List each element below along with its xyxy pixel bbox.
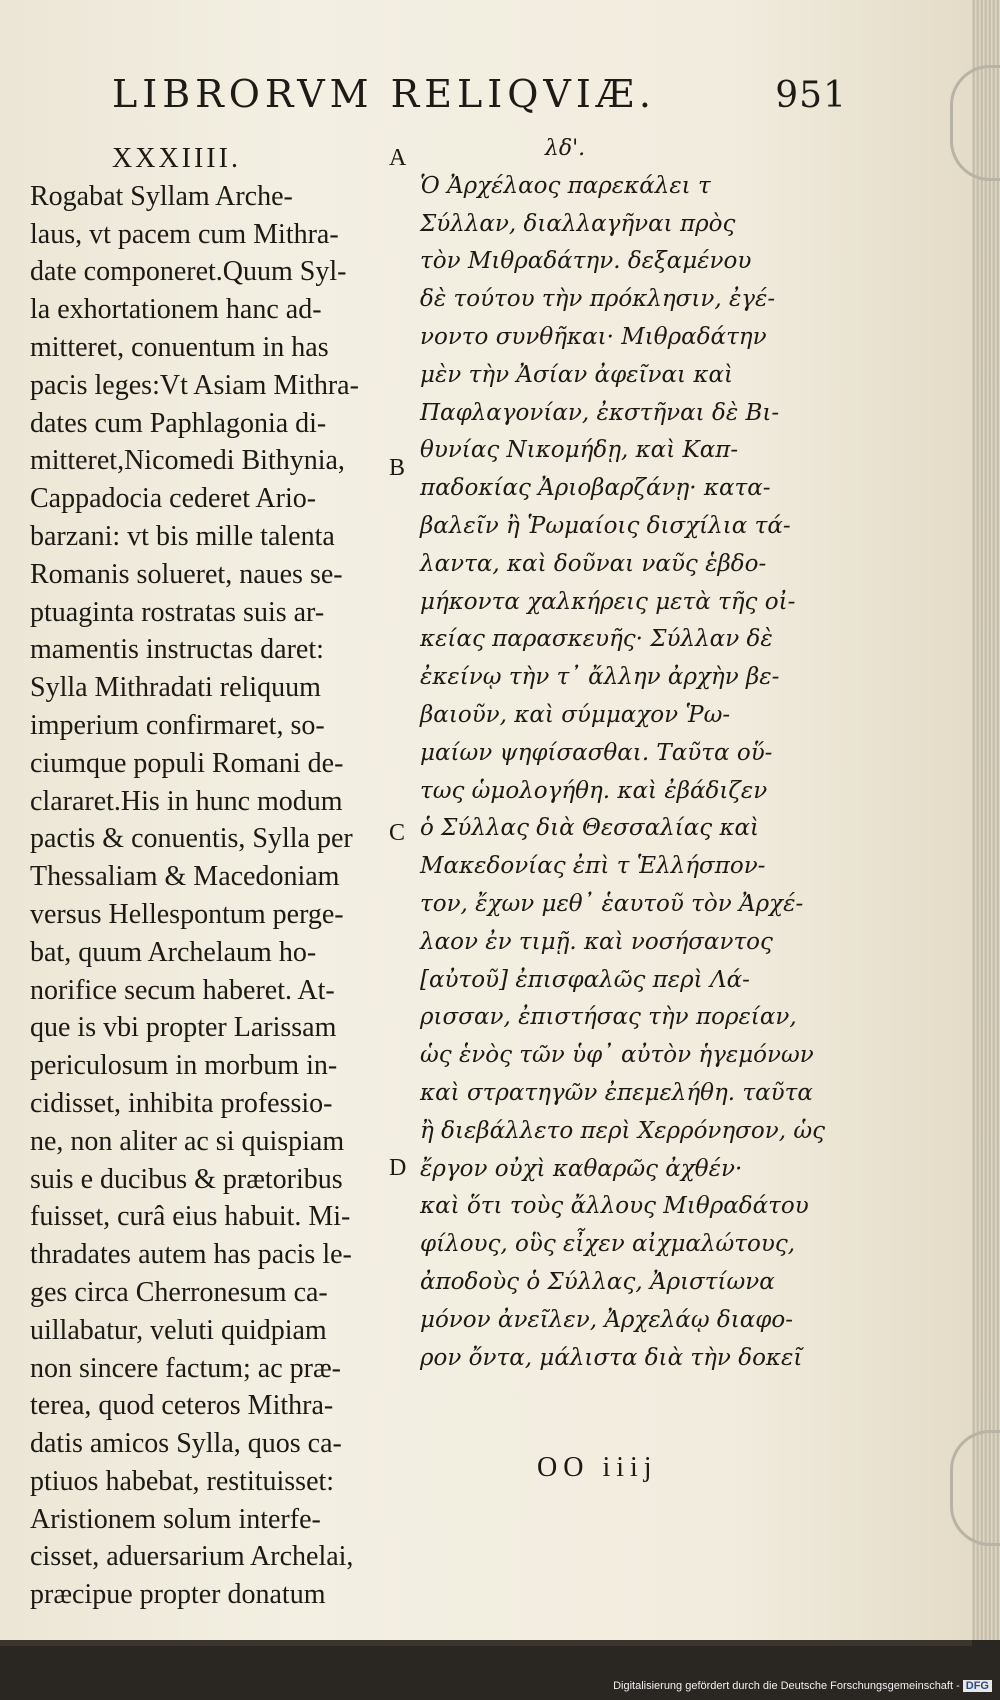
latin-line: ne, non aliter ac si quispiam bbox=[30, 1125, 345, 1157]
latin-section-number: XXXIIII. bbox=[112, 143, 241, 174]
latin-line: Sylla Mithradati reliquum bbox=[30, 672, 321, 704]
greek-line: μήκοντα χαλκήρεις μετὰ τῆς οἰ- bbox=[420, 588, 796, 615]
latin-line: datis amicos Sylla, quos ca- bbox=[30, 1428, 342, 1460]
greek-line: ἢ διεβάλλετο περὶ Χερρόνησον, ὡς bbox=[420, 1117, 825, 1144]
credit-text: Digitalisierung gefördert durch die Deutsche Forschungsgemeinschaft - bbox=[613, 1680, 960, 1692]
greek-line: παδοκίας Ἀριοβαρζάνῃ· κατα- bbox=[420, 475, 771, 502]
greek-line: δὲ τούτου τὴν πρόκλησιν, ἐγέ- bbox=[420, 286, 776, 313]
page-number: 951 bbox=[775, 75, 847, 116]
running-title: LIBRORVM RELIQVIÆ. bbox=[112, 72, 656, 116]
latin-column bbox=[30, 140, 380, 1614]
greek-line: ρισσαν, ἐπιστήσας τὴν πορείαν, bbox=[420, 1004, 797, 1031]
greek-line: τον, ἔχων μεθ᾽ ἑαυτοῦ τὸν Ἀρχέ- bbox=[420, 890, 804, 917]
dfg-logo: DFG bbox=[963, 1680, 992, 1692]
latin-line: norifice secum haberet. At- bbox=[30, 974, 335, 1006]
greek-line: φίλους, οὓς εἶχεν αἰχμαλώτους, bbox=[420, 1231, 796, 1258]
latin-line: ptuaginta rostratas suis ar- bbox=[30, 596, 325, 628]
greek-line: μόνον ἀνεῖλεν, Ἀρχελάῳ διαφο- bbox=[420, 1306, 794, 1333]
greek-line: ὡς ἑνὸς τῶν ὑφ᾽ αὐτὸν ἡγεμόνων bbox=[420, 1042, 814, 1069]
greek-line: θυνίας Νικομήδῃ, καὶ Καπ- bbox=[420, 437, 739, 464]
latin-line: ptiuos habebat, restituisset: bbox=[30, 1465, 335, 1497]
latin-line: præcipue propter donatum bbox=[30, 1579, 326, 1611]
greek-line: [αὐτοῦ] ἐπισφαλῶς περὶ Λά- bbox=[420, 966, 750, 993]
greek-text bbox=[420, 168, 825, 1378]
latin-line: pactis & conuentis, Sylla per bbox=[30, 823, 353, 855]
greek-line: βαλεῖν ἢ Ῥωμαίοις δισχίλια τά- bbox=[420, 512, 791, 539]
latin-line: barzani: vt bis mille talenta bbox=[30, 520, 335, 552]
latin-line: versus Hellespontum perge- bbox=[30, 898, 344, 930]
latin-line: laus, vt pacem cum Mithra- bbox=[30, 218, 339, 250]
latin-line: Aristionem solum interfe- bbox=[30, 1503, 321, 1535]
greek-line: βαιοῦν, καὶ σύμμαχον Ῥω- bbox=[420, 701, 731, 728]
greek-line: τὸν Μιθραδάτην. δεξαμένου bbox=[420, 248, 752, 275]
latin-line: clararet.His in hunc modum bbox=[30, 785, 343, 817]
greek-line: ἀποδοὺς ὁ Σύλλας, Ἀριστίωνα bbox=[420, 1268, 775, 1295]
greek-line: Παφλαγονίαν, ἐκστῆναι δὲ Βι- bbox=[420, 399, 780, 426]
latin-line: imperium confirmaret, so- bbox=[30, 709, 325, 741]
page-clip-top bbox=[950, 65, 1000, 181]
greek-line: ὁ Σύλλας διὰ Θεσσαλίας καὶ bbox=[420, 815, 760, 842]
greek-line: Ὁ Ἀρχέλαος παρεκάλει τ bbox=[420, 172, 711, 199]
latin-line: cidisset, inhibita professio- bbox=[30, 1087, 333, 1119]
page-edge bbox=[972, 0, 1000, 1640]
latin-line: dates cum Paphlagonia di- bbox=[30, 407, 327, 439]
greek-line: Σύλλαν, διαλλαγῆναι πρὸς bbox=[420, 210, 736, 237]
margin-letter-a: A bbox=[389, 145, 407, 171]
greek-column bbox=[420, 130, 825, 1377]
greek-line: μαίων ψηφίσασθαι. Ταῦτα οὕ- bbox=[420, 739, 773, 766]
signature-mark: OO iiij bbox=[537, 1452, 658, 1483]
latin-line: Romanis solueret, naues se- bbox=[30, 558, 343, 590]
latin-line: cisset, aduersarium Archelai, bbox=[30, 1541, 354, 1573]
latin-line: terea, quod ceteros Mithra- bbox=[30, 1390, 334, 1422]
latin-line: uillabatur, veluti quidpiam bbox=[30, 1314, 327, 1346]
latin-line: non sincere factum; ac præ- bbox=[30, 1352, 341, 1384]
latin-line: mitteret, conuentum in has bbox=[30, 331, 329, 363]
greek-line: καὶ στρατηγῶν ἐπεμελήθη. ταῦτα bbox=[420, 1079, 813, 1106]
greek-line: μὲν τὴν Ἀσίαν ἀφεῖναι καὶ bbox=[420, 361, 734, 388]
latin-line: thradates autem has pacis le- bbox=[30, 1239, 352, 1271]
greek-line: λαον ἐν τιμῇ. καὶ νοσήσαντος bbox=[420, 928, 773, 955]
digitization-credit bbox=[613, 1680, 992, 1692]
greek-line: καὶ ὅτι τοὺς ἄλλους Μιθραδάτου bbox=[420, 1193, 809, 1220]
running-header bbox=[112, 72, 847, 116]
greek-line: τως ὡμολογήθη. καὶ ἐβάδιζεν bbox=[420, 777, 768, 804]
greek-line: ἔργον οὐχὶ καθαρῶς ἀχθέν· bbox=[420, 1155, 743, 1182]
greek-line: λαντα, καὶ δοῦναι ναῦς ἑβδο- bbox=[420, 550, 767, 577]
greek-line: νοντο συνθῆκαι· Μιθραδάτην bbox=[420, 323, 767, 350]
greek-line: ἐκείνῳ τὴν τ᾽ ἄλλην ἀρχὴν βε- bbox=[420, 664, 780, 691]
greek-line: ρον ὄντα, μάλιστα διὰ τὴν δοκεῖ bbox=[420, 1344, 803, 1371]
latin-line: periculosum in morbum in- bbox=[30, 1050, 338, 1082]
latin-line: pacis leges:Vt Asiam Mithra- bbox=[30, 369, 359, 401]
greek-line: Μακεδονίας ἐπὶ τ Ἑλλήσπον- bbox=[420, 853, 766, 880]
margin-letter-c: C bbox=[389, 820, 406, 846]
latin-line: Cappadocia cederet Ario- bbox=[30, 483, 317, 515]
greek-line: κείας παρασκευῆς· Σύλλαν δὲ bbox=[420, 626, 773, 653]
latin-line: suis e ducibus & prætoribus bbox=[30, 1163, 343, 1195]
latin-line: bat, quum Archelaum ho- bbox=[30, 936, 317, 968]
latin-line: mamentis instructas daret: bbox=[30, 634, 324, 666]
latin-text bbox=[30, 178, 380, 1614]
latin-line: mitteret,Nicomedi Bithynia, bbox=[30, 445, 345, 477]
latin-line: ciumque populi Romani de- bbox=[30, 747, 344, 779]
margin-letter-b: B bbox=[389, 455, 406, 481]
margin-letter-d: D bbox=[389, 1155, 407, 1181]
latin-line: date componeret.Quum Syl- bbox=[30, 256, 347, 288]
latin-line: Thessaliam & Macedoniam bbox=[30, 861, 340, 893]
page-clip-bottom bbox=[950, 1430, 1000, 1546]
latin-line: Rogabat Syllam Arche- bbox=[30, 180, 293, 212]
latin-line: la exhortationem hanc ad- bbox=[30, 294, 322, 326]
latin-line: ges circa Cherronesum ca- bbox=[30, 1276, 328, 1308]
latin-line: fuisset, curâ eius habuit. Mi- bbox=[30, 1201, 351, 1233]
latin-line: que is vbi propter Larissam bbox=[30, 1012, 337, 1044]
greek-section-number: λδ'. bbox=[544, 136, 586, 161]
